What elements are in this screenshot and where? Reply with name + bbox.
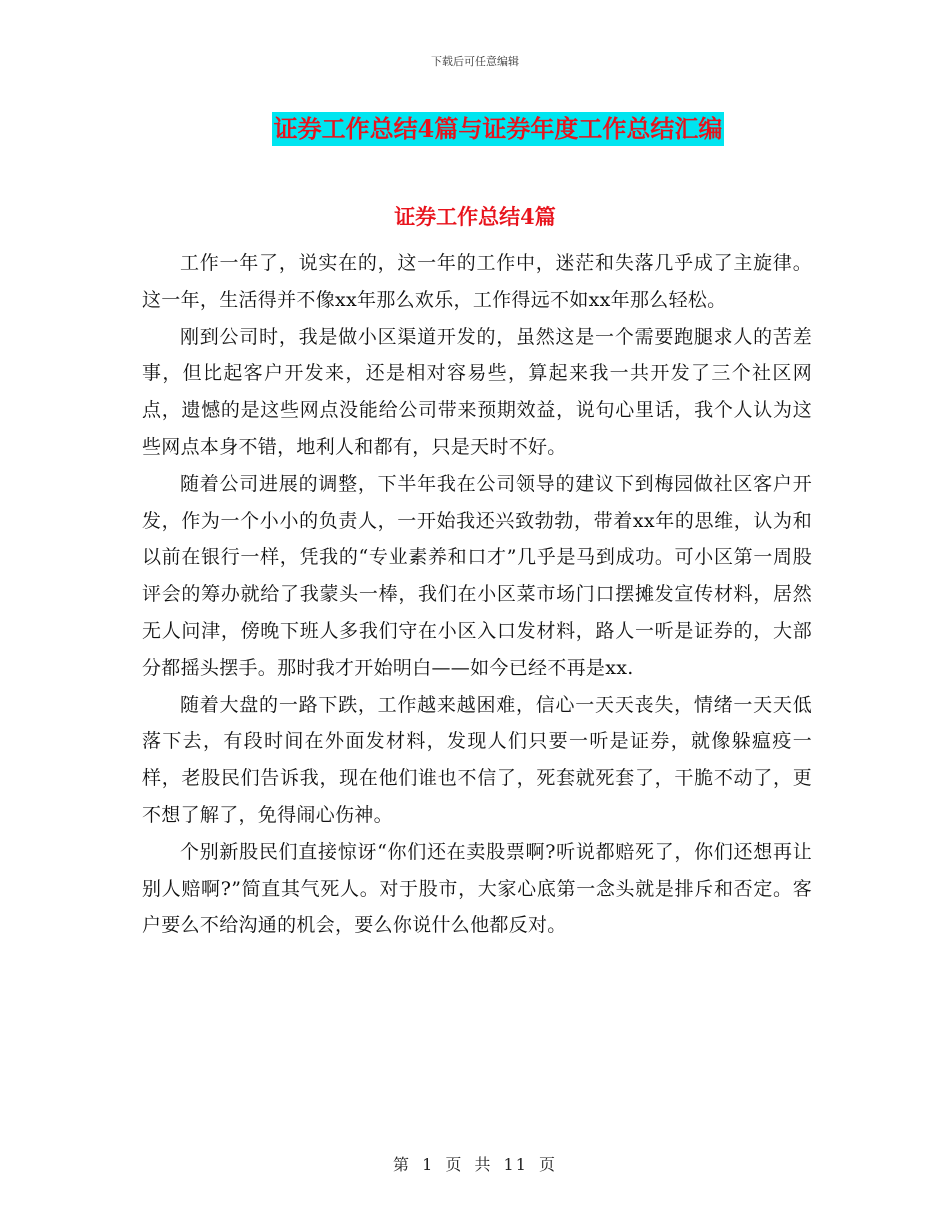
paragraph: 随着公司进展的调整，下半年我在公司领导的建议下到梅园做社区客户开发，作为一个小小的负责人，一开始我还兴致勃勃，带着xx年的思维，认为和以前在银行一样，凭我的“专业素养和口才”几乎是马到成功。可小区第一周股评会的筹办就给了我蒙头一棒，我们在小区菜市场门口摆摊发宣传材料，居然无人问津，傍晚下班人多我们守在小区入口发材料，路人一听是证券的，大部分都摇头摆手。那时我才开始明白——如今已经不再是xx. xyxy=(142,472,812,679)
document-title-container xyxy=(0,112,950,146)
document-body xyxy=(142,245,812,944)
document-title: 证券工作总结4篇与证券年度工作总结汇编 xyxy=(272,112,725,146)
section-title: 证券工作总结4篇 xyxy=(394,204,556,229)
paragraph: 刚到公司时，我是做小区渠道开发的，虽然这是一个需要跑腿求人的苦差事，但比起客户开发来，还是相对容易些，算起来我一共开发了三个社区网点，遗憾的是这些网点没能给公司带来预期效益，说句心里话，我个人认为这些网点本身不错，地利人和都有，只是天时不好。 xyxy=(142,325,812,458)
page-number-footer: 第 1 页 共 11 页 xyxy=(393,1155,557,1174)
paragraph: 个别新股民们直接惊讶“你们还在卖股票啊?听说都赔死了，你们还想再让别人赔啊?”简直其气死人。对于股市，大家心底第一念头就是排斥和否定。客户要么不给沟通的机会，要么你说什么他都反对。 xyxy=(142,840,812,937)
header-note: 下载后可任意编辑 xyxy=(431,55,519,68)
paragraph: 工作一年了，说实在的，这一年的工作中，迷茫和失落几乎成了主旋律。这一年，生活得并不像xx年那么欢乐，工作得远不如xx年那么轻松。 xyxy=(142,252,812,311)
paragraph: 随着大盘的一路下跌，工作越来越困难，信心一天天丧失，情绪一天天低落下去，有段时间在外面发材料，发现人们只要一听是证券，就像躲瘟疫一样，老股民们告诉我，现在他们谁也不信了，死套就死套了，干脆不动了，更不想了解了，免得闹心伤神。 xyxy=(142,693,812,826)
